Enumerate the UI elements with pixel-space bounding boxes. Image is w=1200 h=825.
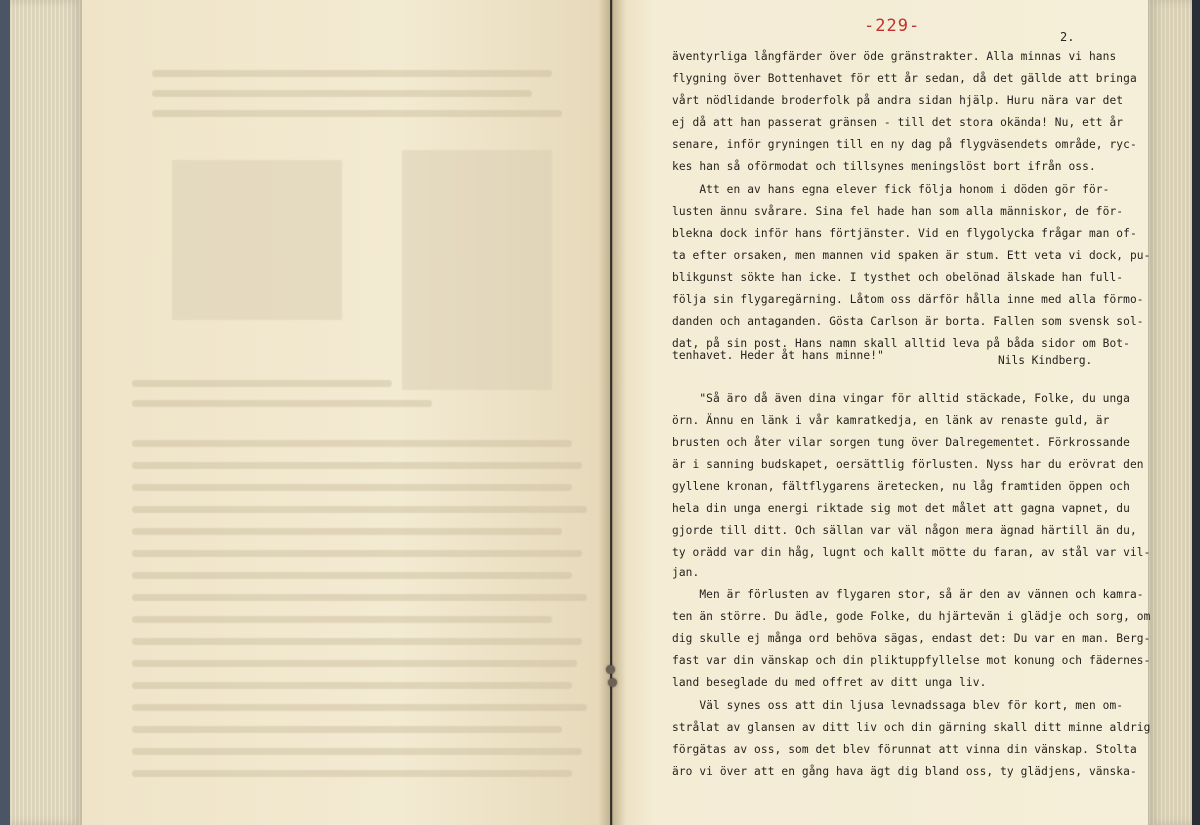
text-line: äventyrliga långfärder över öde gränstrakter. Alla minnas vi hans: [672, 50, 1117, 63]
text-line: dat, på sin post. Hans namn skall alltid leva på båda sidor om Bot-: [672, 337, 1130, 350]
binding-hole: [606, 665, 615, 674]
page-number: -229-: [864, 16, 921, 36]
text-line: brusten och åter vilar sorgen tung över Dalregementet. Förkrossande: [672, 436, 1130, 449]
text-line: äro vi över att en gång hava ägt dig bland oss, ty glädjens, vänska-: [672, 765, 1137, 778]
text-line: ej då att han passerat gränsen - till det stora okända! Nu, ett år: [672, 116, 1124, 129]
book-gutter: [598, 0, 626, 825]
bleed-through-photo: [402, 150, 552, 390]
text-line: Väl synes oss att din ljusa levnadssaga blev för kort, men om-: [672, 699, 1124, 712]
binding-hole: [608, 678, 617, 687]
text-line: tenhavet. Heder åt hans minne!": [672, 349, 884, 362]
text-line: kes han så oförmodat och tillsynes meningslöst bort ifrån oss.: [672, 160, 1096, 173]
bleed-line: [132, 616, 552, 623]
text-line: örn. Ännu en länk i vår kamratkedja, en länk av renaste guld, är: [672, 414, 1110, 427]
text-line: ty orädd var din håg, lugnt och kallt mötte du faran, av stål var vil-: [672, 546, 1151, 559]
bleed-line: [132, 380, 392, 387]
bleed-line: [132, 506, 587, 513]
text-line: Att en av hans egna elever fick följa honom i döden gör för-: [672, 183, 1110, 196]
text-line: följa sin flygaregärning. Låtom oss därför hålla inne med alla förmo-: [672, 293, 1144, 306]
bleed-line: [132, 572, 572, 579]
bleed-line: [132, 594, 587, 601]
bleed-line: [152, 70, 552, 77]
bleed-line: [132, 682, 572, 689]
text-line: gyllene kronan, fältflygarens äretecken, nu låg framtiden öppen och: [672, 480, 1130, 493]
text-line: "Så äro då även dina vingar för alltid stäckade, Folke, du unga: [672, 392, 1130, 405]
text-line: jan.: [672, 566, 700, 579]
left-page: [82, 0, 610, 825]
bleed-line: [132, 440, 572, 447]
bleed-line: [132, 550, 582, 557]
text-line: dig skulle ej många ord behöva sägas, endast det: Du var en man. Berg-: [672, 632, 1151, 645]
text-line: Men är förlusten av flygaren stor, så är den av vännen och kamra-: [672, 588, 1144, 601]
text-line: vårt nödlidande broderfolk på andra sidan hjälp. Huru nära var det: [672, 94, 1124, 107]
background-left: [0, 0, 10, 825]
text-line: strålat av glansen av ditt liv och din gärning skall ditt minne aldrig: [672, 721, 1151, 734]
page-edges-right: [1148, 0, 1192, 825]
bleed-line: [132, 770, 572, 777]
bleed-line: [132, 638, 582, 645]
bleed-line: [132, 704, 587, 711]
bleed-line: [132, 400, 432, 407]
text-line: senare, inför gryningen till en ny dag på flygväsendets område, ryc-: [672, 138, 1137, 151]
bleed-line: [152, 110, 562, 117]
background-right: [1192, 0, 1200, 825]
bleed-line: [132, 748, 582, 755]
text-line: danden och antaganden. Gösta Carlson är borta. Fallen som svensk sol-: [672, 315, 1144, 328]
bleed-line: [132, 528, 562, 535]
text-line: ta efter orsaken, men mannen vid spaken är stum. Ett veta vi dock, pu-: [672, 249, 1151, 262]
text-line: lusten ännu svårare. Sina fel hade han som alla människor, de för-: [672, 205, 1124, 218]
bleed-line: [132, 660, 577, 667]
bleed-through-photo: [172, 160, 342, 320]
bleed-line: [132, 462, 582, 469]
bleed-line: [132, 726, 562, 733]
bleed-line: [152, 90, 532, 97]
text-line: hela din unga energi riktade sig mot det målet att gagna vapnet, du: [672, 502, 1130, 515]
text-line: ten än större. Du ädle, gode Folke, du hjärtevän i glädje och sorg, om: [672, 610, 1151, 623]
text-line: gjorde till ditt. Och sällan var väl någon mera ägnad härtill än du,: [672, 524, 1137, 537]
text-line: fast var din vänskap och din pliktuppfyllelse mot konung och fädernes-: [672, 654, 1151, 667]
bleed-through-text: [112, 50, 582, 810]
text-line: blekna dock inför hans förtjänster. Vid en flygolycka frågar man of-: [672, 227, 1137, 240]
signature: Nils Kindberg.: [998, 354, 1093, 367]
text-line: flygning över Bottenhavet för ett år sedan, då det gällde att bringa: [672, 72, 1137, 85]
text-line: förgätas av oss, som det blev förunnat att vinna din vänskap. Stolta: [672, 743, 1137, 756]
bleed-line: [132, 484, 572, 491]
sheet-number: 2.: [1060, 30, 1075, 44]
text-line: är i sanning budskapet, oersättlig förlusten. Nyss har du erövrat den: [672, 458, 1144, 471]
text-line: blikgunst sökte han icke. I tysthet och obelönad älskade han full-: [672, 271, 1124, 284]
text-line: land beseglade du med offret av ditt unga liv.: [672, 676, 987, 689]
page-edges-left: [10, 0, 82, 825]
